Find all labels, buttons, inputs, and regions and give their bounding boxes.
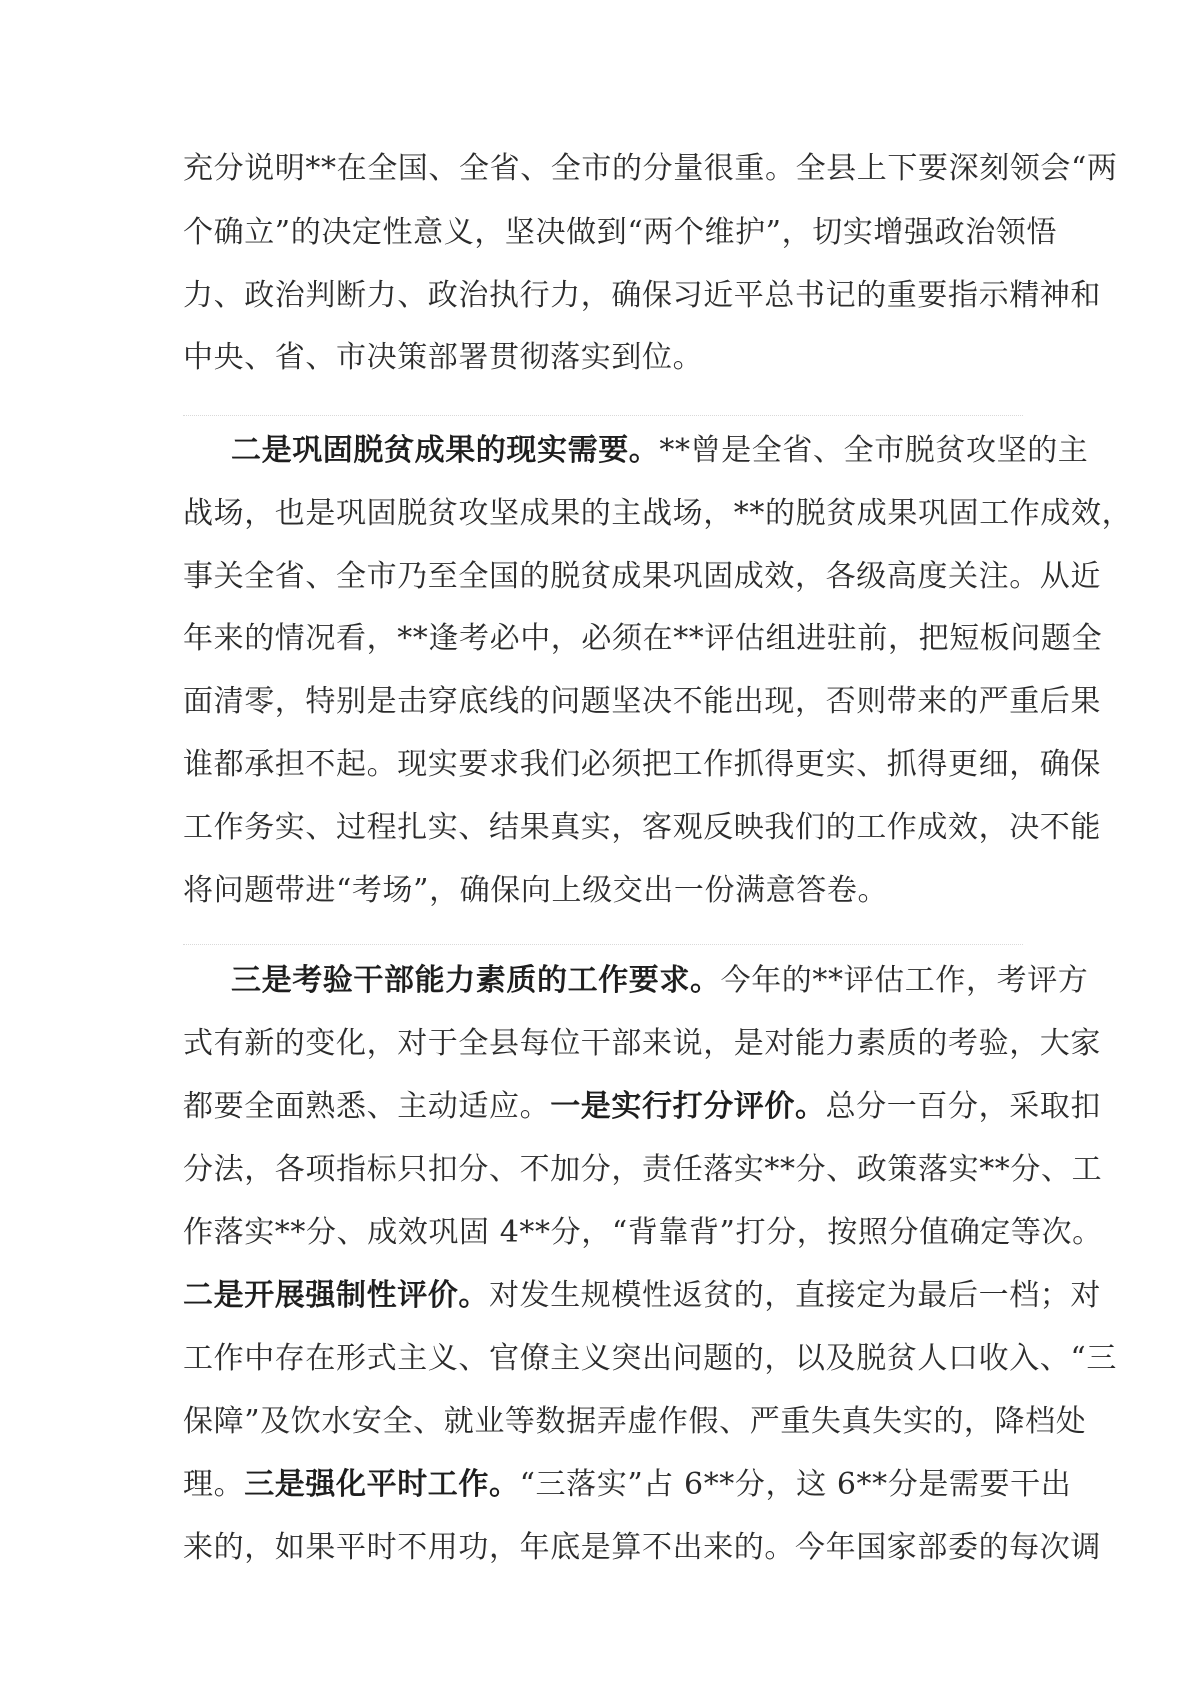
paragraph-heading: 二是巩固脱贫成果的现实需要。 [231, 433, 660, 468]
inline-heading: 一是实行打分评价。 [550, 1089, 826, 1124]
text-run: 都要全面熟悉、主动适应。 [183, 1089, 551, 1124]
text-line: 作落实**分、成效巩固 4**分，“背靠背”打分，按照分值确定等次。 [183, 1215, 1103, 1250]
text-line [183, 1276, 1101, 1316]
text-run: 今年的**评估工作，考评方 [720, 963, 1089, 998]
text-line: 式有新的变化，对于全县每位干部来说，是对能力素质的考验，大家 [183, 1026, 1101, 1061]
paragraph-divider [183, 415, 1023, 416]
paragraph-heading: 三是考验干部能力素质的工作要求。 [231, 963, 721, 998]
paragraph-heading-line [231, 431, 1088, 471]
text-run: 理。 [183, 1467, 245, 1502]
text-line: 保障”及饮水安全、就业等数据弄虚作假、严重失真失实的，降档处 [183, 1404, 1087, 1439]
text-run: 对发生规模性返贫的，直接定为最后一档；对 [489, 1278, 1101, 1313]
text-line: 充分说明**在全国、全省、全市的分量很重。全县上下要深刻领会“两 [183, 151, 1118, 186]
paragraph-divider [183, 944, 1023, 945]
text-line: 事关全省、全市乃至全国的脱贫成果巩固成效，各级高度关注。从近 [183, 559, 1101, 594]
text-line: 力、政治判断力、政治执行力，确保习近平总书记的重要指示精神和 [183, 278, 1101, 313]
paragraph-heading-line [231, 961, 1088, 1001]
text-line: 来的，如果平时不用功，年底是算不出来的。今年国家部委的每次调 [183, 1530, 1101, 1565]
text-line: 将问题带进“考场”，确保向上级交出一份满意答卷。 [183, 873, 889, 908]
text-line: 工作务实、过程扎实、结果真实，客观反映我们的工作成效，决不能 [183, 810, 1101, 845]
inline-heading: 三是强化平时工作。 [244, 1467, 520, 1502]
text-line: 工作中存在形式主义、官僚主义突出问题的，以及脱贫人口收入、“三 [183, 1341, 1117, 1376]
text-line: 谁都承担不起。现实要求我们必须把工作抓得更实、抓得更细，确保 [183, 747, 1101, 782]
text-run: **曾是全省、全市脱贫攻坚的主 [659, 433, 1089, 468]
text-line [183, 1087, 1101, 1127]
text-line: 战场，也是巩固脱贫攻坚成果的主战场，**的脱贫成果巩固工作成效， [183, 496, 1133, 531]
text-line [183, 1465, 1071, 1505]
text-line: 中央、省、市决策部署贯彻落实到位。 [183, 340, 704, 375]
text-line: 面清零，特别是击穿底线的问题坚决不能出现，否则带来的严重后果 [183, 684, 1101, 719]
text-run: 总分一百分，采取扣 [825, 1089, 1102, 1124]
text-line: 个确立”的决定性意义，坚决做到“两个维护”，切实增强政治领悟 [183, 215, 1058, 250]
text-line: 分法，各项指标只扣分、不加分，责任落实**分、政策落实**分、工 [183, 1152, 1103, 1187]
text-line: 年来的情况看，**逢考必中，必须在**评估组进驻前，把短板问题全 [183, 621, 1103, 656]
inline-heading: 二是开展强制性评价。 [183, 1278, 489, 1313]
text-run: “三落实”占 6**分，这 6**分是需要干出 [519, 1467, 1072, 1502]
